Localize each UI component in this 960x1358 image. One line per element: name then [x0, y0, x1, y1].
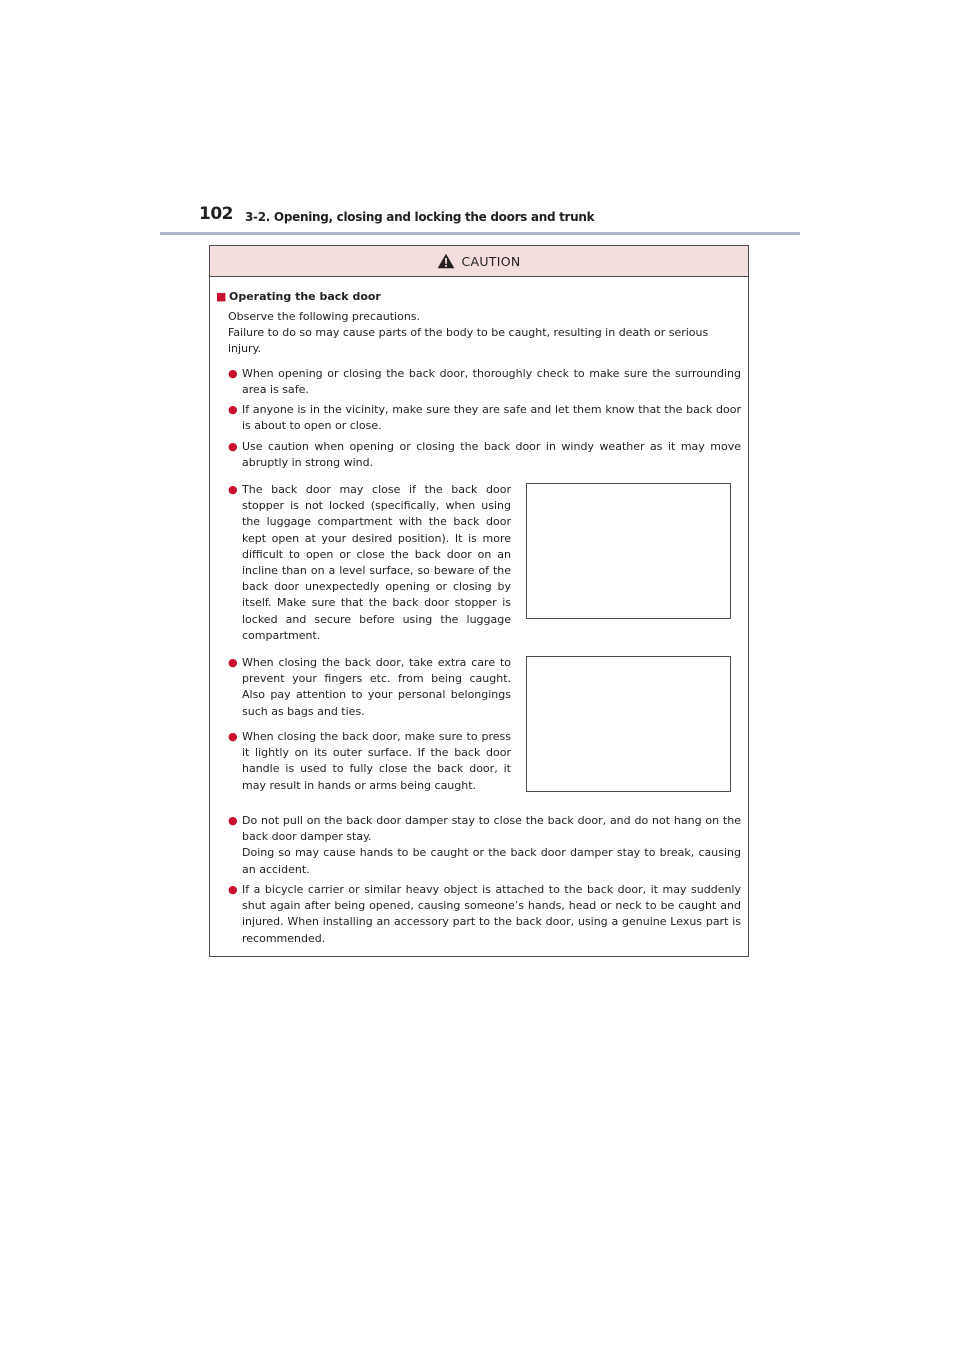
bullet-item — [228, 402, 741, 434]
bullet-icon: ● — [228, 440, 238, 453]
intro-text-1: Observe the following precautions. — [228, 310, 421, 323]
bullet-item — [228, 813, 741, 878]
bullet-icon: ● — [228, 883, 238, 896]
bullet-text: Do not pull on the back door damper stay to close the back door, and do not hang on the back door damper stay. — [242, 814, 741, 844]
illustration-frame — [526, 656, 731, 792]
section-title: 3-2. Opening, closing and locking the doors and trunk — [245, 210, 595, 224]
bullet-icon: ● — [228, 483, 238, 496]
bullet-item — [228, 882, 741, 947]
caution-header — [210, 246, 748, 277]
caution-box — [209, 245, 749, 957]
heading-text: Operating the back door — [229, 290, 381, 303]
bullet-item — [228, 729, 511, 794]
illustration-frame — [526, 483, 731, 619]
bullet-icon: ● — [228, 730, 238, 743]
warning-triangle-icon — [437, 253, 455, 269]
caution-title: CAUTION — [461, 253, 521, 269]
bullet-item — [228, 366, 741, 398]
bullet-item — [228, 655, 511, 720]
bullet-icon: ● — [228, 403, 238, 416]
intro-text-2: Failure to do so may cause parts of the body to be caught, resulting in death or serious injury. — [228, 326, 709, 356]
bullet-icon: ● — [228, 656, 238, 669]
bullet-text: If a bicycle carrier or similar heavy object is attached to the back door, it may suddenly shut again after being opened, causing someone’s hands, head or neck to be caught and injured. When installing an accessory part to the back door, using a genuine Lexus part is recommended. — [242, 883, 741, 945]
bullet-text: When closing the back door, make sure to press it lightly on its outer surface. If the back door handle is used to fully close the back door, it may result in hands or arms being caught. — [242, 730, 511, 792]
bullet-text: The back door may close if the back door stopper is not locked (specifically, when using the luggage compartment with the back door kept open at your desired position). It is more difficult to open or close the back door on an incline than on a level surface, so beware of the back door unexpectedly opening or closing by itself. Make sure that the back door stopper is locked and secure before using the luggage compartment. — [242, 483, 511, 642]
bullet-item — [228, 439, 741, 471]
bullet-icon: ● — [228, 367, 238, 380]
header-rule — [160, 232, 800, 235]
bullet-text: Use caution when opening or closing the back door in windy weather as it may move abruptly in strong wind. — [242, 440, 741, 470]
bullet-text: If anyone is in the vicinity, make sure they are safe and let them know that the back door is about to open or close. — [242, 403, 741, 433]
page-number: 102 — [199, 204, 233, 224]
bullet-text: When opening or closing the back door, thoroughly check to make sure the surrounding area is safe. — [242, 367, 741, 397]
section-heading — [216, 289, 381, 305]
caution-content — [210, 277, 748, 956]
bullet-item — [228, 482, 511, 644]
red-square-icon: ■ — [216, 290, 227, 303]
bullet-text: When closing the back door, take extra care to prevent your fingers etc. from being caught. Also pay attention to your personal belongings such as bags and ties. — [242, 656, 511, 718]
bullet-icon: ● — [228, 814, 238, 827]
bullet-extra-text: Doing so may cause hands to be caught or the back door damper stay to break, causing an accident. — [242, 846, 741, 876]
